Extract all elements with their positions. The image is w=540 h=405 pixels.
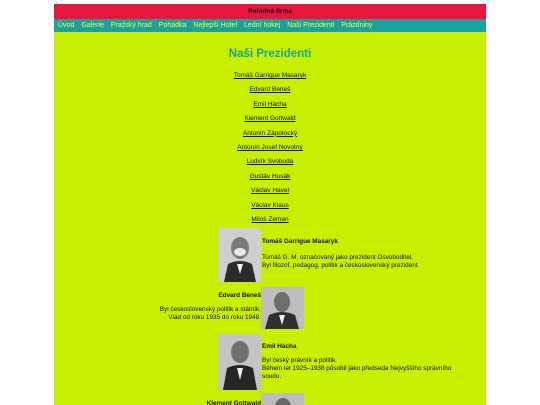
entry-text: Během let 1925–1938 působil jako předseda Nejvyššího správního [262, 365, 452, 372]
entry-text: Byl filozof, pedagog, politik a československý prezident [262, 262, 418, 269]
site-header [54, 4, 486, 19]
entry-name: Emil Hácha [262, 343, 297, 350]
nav-item-uvod[interactable]: Úvod [58, 22, 75, 29]
president-link[interactable]: Gustáv Husák [249, 172, 291, 180]
president-link[interactable]: Tomáš Garrigue Masaryk [233, 72, 307, 79]
president-link[interactable]: Ludvík Svoboda [246, 158, 294, 166]
entry-text: soudu. [262, 373, 282, 380]
nav-item-pohadka[interactable]: Pohádka [158, 22, 187, 29]
masaryk-portrait [218, 228, 261, 282]
entry-text: Tomáš G. M. označovaný jako prezident Osvoboditel. [262, 254, 413, 261]
nav-item-ledni-hokej[interactable]: Lední hokej [244, 22, 281, 29]
president-link-list [54, 69, 486, 227]
entry-name: Klement Gottwald [206, 400, 261, 405]
entry-text: Byl československý politik a státník. [159, 306, 261, 313]
entry-name: Tomáš Garrigue Masaryk [262, 238, 338, 245]
nav-item-nasi-prezidenti[interactable]: Naši Prezidenti [287, 22, 335, 29]
site-title: Pořádná firma [248, 8, 292, 15]
entry-name: Edvard Beneš [218, 292, 261, 299]
president-entry [262, 238, 482, 270]
entry-text: Byl český právník a politik. [262, 357, 337, 364]
president-link[interactable]: Miloš Zeman [251, 215, 289, 223]
president-entry [262, 343, 482, 381]
president-link[interactable]: Václav Klaus [251, 201, 289, 209]
president-link[interactable]: Antonín Zápotocký [242, 129, 298, 137]
president-link[interactable]: Edvard Beneš [249, 86, 291, 94]
nav-item-galerie[interactable]: Galerie [81, 22, 104, 29]
president-entry [94, 292, 261, 322]
president-entry [94, 400, 261, 405]
nav-item-prazsky-hrad[interactable]: Pražský hrad [110, 22, 152, 29]
president-link[interactable]: Klement Gottwald [244, 115, 296, 123]
president-link[interactable]: Emil Hácha [253, 100, 287, 108]
entry-text: Vlád od roku 1935 do roku 1948. [168, 314, 261, 321]
president-link[interactable]: Václav Havel [251, 187, 289, 195]
nav-item-nejlepsi-hotel[interactable]: Nejlepší Hotel [193, 22, 237, 29]
gottwald-portrait [261, 393, 304, 405]
main-nav [54, 19, 486, 32]
page-container [54, 4, 486, 405]
benes-portrait [261, 287, 304, 329]
page-title: Naši Prezidenti [228, 48, 312, 60]
president-link[interactable]: Antonín Josef Novotný [237, 143, 303, 151]
nav-item-prazdniny[interactable]: Prázdniny [341, 22, 373, 29]
hacha-portrait [218, 334, 261, 390]
